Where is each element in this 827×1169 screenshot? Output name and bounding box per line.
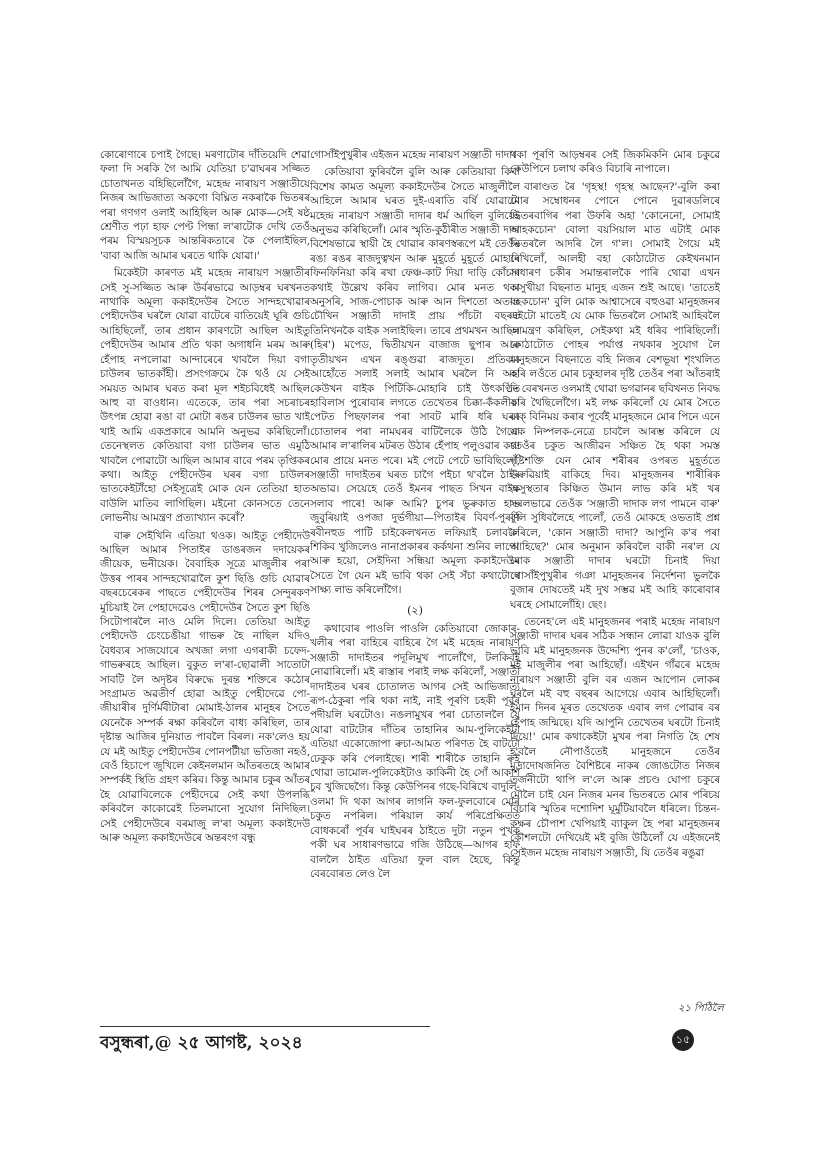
paragraph: বাৰু সেইখিনি এতিয়া থওক। আইতু পেহীদেউ আছিল আমাৰ পিতাইৰ ডাঙৰজন দদায়েকৰ জীয়েক, ভনীয়েক। বৈবাহিক সূত্ৰে মাজুলীৰ পৰা উত্তৰ পাৰৰ সান্দহখোৱালৈ কুশ ছিঙি গুচি যোৱাৰ বছৰচেৰেকৰ পাছতে পেহীদেউৰ শিৰৰ সেন্দুৰকণ মুচিয়াই লৈ পেহাদেৱেও পেহীদেউৰ সৈতে কুশ ছিঙি সিটোপাৰলৈ নাও মেলি দিলে। তেতিয়া আইতু পেহীদেউ চেংচেঙীয়া গাভৰু হৈ নাছিল যদিও বৈধব্যৰ সাজযোৰে অখজা লগা এগৰাকী চফেদ-গাভৰুৰহে আছিল। বুকুত ল'ৰা-ছোৱালী সাতোটা সাবটি লৈ অদৃষ্টৰ বিৰুদ্ধে দুৰন্ত শক্তিৰে কঠোৰ সংগ্ৰামত অৱতীৰ্ণ হোৱা আইতু পেহীদেৱে পো-জীয়াৰীৰ দুৰ্ণিৰ্মবীটাৰা মোমাই-ঠালৰ মানুহৰ সৈতে যেনেকৈ সম্পৰ্ক ৰক্ষা কৰিবলৈ বাধ্য কৰিছিল, তাৰ দৃষ্টান্ত আজিৰ দুনিয়াত পাবলৈ বিৰল। নক'লেও হয় যে মই আইতু পেহীদেউৰ পোনপটীয়া ভতিজা নহওঁ, বেওঁ হিচাপে জুখিলে কেইনলমান আঁতৰতহে আমাৰ সম্পৰ্কই স্থিতি গ্ৰহণ কৰিব। কিন্তু আমাৰ চকুৰ আঁতৰ হৈ যোৱাবিলেকে পেহীদেৱে সেই কথা উপলব্ধি কৰিবলৈ কাকোৱেই তিলমানো সুযোগ নিদিছিল। সেই পেহীদেউৰে বৰমাজু ল'ৰা অমূল্য ককাইদেউ আৰু অমূল্য ককাইদেউৰে অন্তৰংগ বন্ধু <box>100 529 310 845</box>
text-column-2 <box>310 148 520 1038</box>
continuation-note: ২১ পিঠিলৈ <box>678 1003 724 1014</box>
paragraph: তেনেহ'লে এই মানুহজনৰ পৰাই মহেন্দ্ৰ নাৰায়ণ সঞ্জাতী দাদাৰ ঘৰৰ সঠিক সন্ধান লোৱা যাওক বুলি ভাবি মই মানুহজনক উদ্দেশ্যি পুনৰ ক'লোঁ, 'চাওক, মই মাজুলীৰ পৰা আহিছোঁ। এইখন গাঁৱৰে মহেন্দ্ৰ নাৰায়ণ সঞ্জাতী বুলি বৰ এজন আপোন লোকৰ ঘৰলৈ মই বহু বছৰৰ আগেয়ে এবাৰ আহিছিলোঁ। ইমান দিনৰ মূৰত তেখেতক এবাৰ লগ পোৱাৰ বৰ হেঁপাহ জন্মিছে। যদি আপুনি তেখেতৰ ঘৰটো চিনাই দিয়ে!' মোৰ কথাকেইটা মুখৰ পৰা নিগতি হৈ শেষ হ'বলৈ নৌপাওঁতেই মানুহজনে তেওঁৰ মুদ্ৰাদোষজনিত বৈশিষ্টৰে নাকৰ জোঙটোত নিজৰ তৰ্জনীটো থাপি ল'লে আৰু প্ৰচণ্ড ঘোপা চকুৰে মৌলৈ চাই যেন নিজৰ মনৰ ভিতৰতে মোৰ পৰিচয় বিচাৰি স্মৃতিৰ দশোদিশ ঘূৰ্মুটিয়াবলৈ ধৰিলে। চিন্তন-কক্ষৰ চৌপাশ খেপিয়াই ব্যাকুল হৈ পৰা মানুহজনৰ কৌশলটো দেখিয়েই মই বুজি উঠিলোঁ যে এইজনেই সেইজন মহেন্দ্ৰ নাৰায়ণ সঞ্জাতী, যি তেওঁৰ ৰঙুৱা <box>510 616 720 859</box>
paragraph: কথাবোৰ পাওলি পাওলি কেতিয়াবো জোকাৰ-খলীৰ পৰা বাহিৰে বাহিৰে গৈ মই মহেন্দ্ৰ নাৰায়ণ সঞ্জাতী দাদাইতৰ পদূলিমুখ পালোঁগৈ, টলকিবই নোৱাৰিলোঁ। মই ৰাস্তাৰ পৰাই লক্ষ কৰিলোঁ, সঞ্জাতী দাদাইতৰ ঘৰৰ চোতালত আগৰ সেই আভিজাত্য ৰূপ-ঠেকুৰা পৰি থকা নাই, নাই পূৰণি চহকী পূৰ্বৰ পদীয়লি ঘৰটোও। নঙলামুখৰ পৰা চোতাললৈ যৈ যোৱা বাটটোৰ দাঁতিৰ তাহানিৰ আম-পুলিকেইটা এতিয়া একোজোপা ৰুচা-আমত পৰিণত হৈ বাটটো ঢেকুক কৰি পেলাইছে। শাৰী শাৰীকৈ তাহানি ৰুই থোৱা তামোল-পুলিকেইটাও কাকিনী হৈ সোঁ আকাশ চুব খুজিছেগৈ। কিন্তু কেউপিনৰ গছে-বিৰিখে বাদুলি-ওলমা দি থকা আগৰ লাগনি ফল-ফুলবোৰে মোৰ চকুত নপৰিল। পৰিয়াল কাৰ্য পৰিপ্ৰেক্ষিতত বোধকৰোঁ পূৰ্বৰ ঘাইঘৰৰ ঠাইতে দুটা নতুন পুখক পকী ঘৰ সাধাৰণভাৱে গজি উঠিছে—আগৰ হাফ বাললৈ ঠাইত এতিয়া ফুল বাল হৈছে, কিন্তু বেৰবোৰত লেও লৈ <box>310 623 520 880</box>
paragraph: থকা পূৰণি আড়ম্বৰৰ সেই জিকমিকনি মোৰ চকুৱে কেউপিনে চলাথ কৰিও বিচাৰি নাপালে। <box>510 149 720 176</box>
text-column-1 <box>100 148 310 1023</box>
footer-rule <box>100 1026 430 1027</box>
paragraph: মিকেইটা কাৰণত মই মহেন্দ্ৰ নাৰায়ণ সঞ্জাতীৰ সেই সু-সজ্জিত আৰু উৰ্বৰভাৱে আড়ম্বৰ ঘৰখনত নাথাকি অমূল্য ককাইদেউৰ সৈতে সান্দহখোৱাৰ পেহীদেউৰ ঘৰলৈ যোৱা বাটেৰে বাতিয়েই ঘূৰি গুচি আহিছিলোঁ, তাৰ প্ৰধান কাৰণটো আছিল আইতু পেহীদেউৰ আমাৰ প্ৰতি থকা অগাধনি মৰম আৰু হেঁপাহ নপলোৱা আন্দাৰেৰে খাবলৈ দিয়া বগা চাউলৰ ভাতকাঁহী। প্ৰসংগক্ৰমে কৈ থওঁ যে সেই সময়ত আমাৰ ঘৰত কৰা মূল শইচবিধেই আছিল আহু বা বাওধান। এতেকে, তাৰ পৰা সচৰাচৰ উৎপন্ন হোৱা ৰঙা বা মোটা ৰঙৰ চাউলৰ ভাত খাই খাই আমি একপ্ৰকাৰে আমনি অনুভৱ কৰিছিলোঁ। তেনেস্থলত কেতিয়াবা বগা চাউলৰ ভাত এমুঠি খাবলৈ পোৱাটো আছিল আমাৰ বাবে পৰম তৃপ্তিকৰ কথা। আইতু পেহীদেউৰ ঘৰৰ বগা চাউলৰ ভাতকেইটাঁহো সেইসূত্ৰেই মোক যেন তেতিয়া হাত বাউলি মাতিব লাগিছিল। মইনো কোনসতে তেনে লোভনীয় আমন্ত্ৰণ প্ৰত্যাখ্যান কৰোঁ? <box>100 267 310 525</box>
paragraph: কোৰোণাৰে চপাই গৈছে। মৰণাটোৰ দাঁতিয়েদি শেৱা ফলা দি সৰকি গৈ আমি যেতিয়া চ'ৱাঘৰৰ সজ্জিত চোতাখনত বহিছিলোঁগৈ, মহেন্দ্ৰ নাৰায়ণ সঞ্জাতীয়ে নিজৰ আভিজাত্য অকণো বিঘ্নিত নকৰাকৈ ভিতৰৰ পৰা গণগণ ওলাই আহিছিল আৰু মোক—সেই ষষ্ঠ শ্ৰেণীত পঢ়া হাফ পেণ্ট পিন্ধা ল'ৰাটোক দেখি তেওঁ পৰম বিস্ময়সূচক আন্তৰিকতাৰে কৈ পেলাইছিল, 'বাবা আজি আমাৰ ঘৰতে থাকি যোৱা।' <box>100 149 310 262</box>
page-number-badge: ১৫ <box>672 1029 694 1051</box>
section-heading: (২) <box>407 603 423 617</box>
footer-masthead: বসুন্ধৰা,@ ২৫ আগষ্ট, ২০২৪ <box>100 1033 303 1053</box>
paragraph: বাৰাণ্ডত ৰৈ 'গৃহস্থ! গৃহস্থ আছেন?'-বুলি কৰা মোৰ সম্বোধনৰ পোনে পোনে দুৱাৰডলিৰে ভিতৰবাগিৰ পৰা উফৰি অহা 'কোনেনো, সোমাই আহকচোন' বোলা বয়সিয়াল মাত এটাই মোক ভিতৰলৈ আদৰি লৈ গ'ল। সোমাই গৈয়ে মই দেখিলোঁ, আলহী বহা কোঠাটোত কেইখনমান সাধাৰণ চকীৰ সমান্তৰালকৈ পাৰি থোৱা এখন অসুখীয়া বিছনাত মানুহ এজন শুই আছে। 'তাতেই বহকচোন' বুলি মোক আশ্বাসেৰে বহুওৱা মানুহজনৰ এইটো মাতেই যে মোক ভিতৰলৈ সোমাই আহিবলৈ আমন্ত্ৰণ কৰিছিল, সেইকথা মই ধৰিব পাৰিছিলোঁ। কোঠাটোত পোহৰ পৰ্যাপ্ত নথকাৰ সুযোগ লৈ মানুহজনে বিছনাতে বহি নিজৰ বেশভূষা শৃংখলিত কৰি লওঁতে মোৰ চকুহালৰ দৃষ্টি তেওঁৰ পৰা আঁতৰাই দি বেৰখনত ওলমাই থোৱা ভগৱানৰ ছবিখনত নিবদ্ধ কৰি থৈছিলোঁগৈ। মই লক্ষ কৰিলোঁ যে মোৰ সৈতে বাক্ বিনিময় কৰাৰ পূৰ্বেই মানুহজনে মোৰ পিনে এনে এক নিষ্পলক-নেত্ৰে চাবলৈ আৰম্ভ কৰিলে যে তেওঁৰ চকুত আজীৱন সঞ্চিত হৈ থকা সমস্ত দৃষ্টিশক্তি যেন মোৰ শৰীৰৰ ওপৰত মুহূৰ্ততে উৰুৱিয়াই বাকিহে দিব। মানুহজনৰ শাৰীৰিক অসুস্থতাৰ কিঞ্চিত উমান লাভ কৰি মই খৰ সৰলভাৱে তেওঁক 'সঞ্জাতী দাদাক লগ পামনে বাৰু' বুলি সুধিবলৈহে পালোঁ, তেওঁ মোকহে ওভতাই প্ৰশ্ন কৰিলে, 'কোন সঞ্জাতী দাদা? আপুনি ক'ৰ পৰা আহিছে?' মোৰ অনুমান কৰিবলৈ বাকী নৰ'ল যে মোক সঞ্জাতী দাদাৰ ঘৰটো চিনাই দিয়া গোসাঁইপুখুৰীৰ গঞা মানুহজনৰ নিৰ্দেশনা ভুলকৈ বুজাৰ দোষতেই মই দুখ সম্ভৱ মই আহি কাৰোবাৰ ঘৰহে সোমালোঁহি। ছেং। <box>510 180 720 611</box>
paragraph: কেতিয়াবা ফুৰিবলৈ বুলি আৰু কেতিয়াবা কিবা বিশেষ কামত অমূল্য ককাইদেউৰ সৈতে মাজুলীলৈ আহিলে আমাৰ ঘৰত দুই-এৰাতি বৰ্ষি যোৱাটো মহেন্দ্ৰ নাৰায়ণ সঞ্জাতী দাদাৰ ধৰ্ম আছিল বুলিয়েই অনুভৱ কৰিছিলোঁ। মোৰ স্মৃতি-কুঠীৰীত সঞ্জাতী দাদা বিশেষভাৱে স্থায়ী হৈ থোৱাৰ কাৰণস্বৰূপে মই তেওঁৰ ৰঙা ৰঙৰ ৰাজদুত্বখন আৰু মুহূৰ্তে মুহূৰ্তে মোহাৰি ফিনফিনিয়া কৰি ৰখা ফেঞ্চ-কাট দিয়া দাড়ি কোঁচাৰ কথাই উল্লেখ কৰিব লাগিব। মোৰ মনত থকা অনুসৰি, সাজ-পোচাক আৰু আন দিশতো অতান্ত চৌখিন সঞ্জাতী দাদাই প্ৰায় পাঁচটা বছৰত তিনিখনকৈ বাইক সলাইছিল। তাৰে প্ৰথমখন আছিল (হিৰ') মপেড, দ্বিতীয়খন বাজাজ ছুপাৰ আৰু তৃতীয়খন এখন ৰঙ্গুৱা ৰাজদূত। প্ৰতিবাৰ আহোঁতে সলাই সলাই আমাৰ ঘৰলৈ নি অহা কেউখন বাইক পিটিকি-মোহাৰি চাই উৎকণ্ঠিত হাবিলাস পুৰোবাৰ লগতে তেখেতৰ চিক্কা-কঁকলীয়া পেটত পিছফালৰ পৰা সাবট মাৰি ধৰি ঘৰৰ চোতালৰ পৰা নামঘৰৰ বাটিলৈকে উঠি গৈয়ো আমাৰ ল'ৰালিৰ মটৰত উঠাৰ হেঁপাহ পলুওৱাৰ কথা মোৰ প্ৰায়ে মনত পৰে। মই পেটে পেটে ভাবিছিলোঁ, সঞ্জাতী দাদাইতৰ ঘৰত চাগৈ পইচা থ'বলৈ ঠাইৰ অভাৱ। সেয়েহে তেওঁ ইমনৰ পাছত সিখন বাইক সলাব পাৰে! আৰু আমি? চুপৰ ভুৰুকাত হাত জুবুৰিয়াই ওপজা দুৰ্ভগীয়া—পিতাইৰ বিবৰ্ণ-পুৰণি ৰবীনহুড পাটি চাইকেলখনত লফিয়াই চলাবলৈ শিকিব খুজিলেও নানাপ্ৰকাৰৰ কৰ্কথনা শুনিব লাগে! আৰু হয়ো, সেইদিনা সন্ধিয়া অমূল্য ককাইদেউৰ সৈতে গৈ যেন মই ভাবি থকা সেই সঁচা কথাটোৰে সাক্ষ্য লাভ কৰিলোঁগৈ। <box>310 166 520 597</box>
text-column-3 <box>510 148 720 1043</box>
paragraph: গোসাঁইপুখুৰীৰ এইজন মহেন্দ্ৰ নাৰায়ণ সঞ্জাতী দাদা। <box>310 149 516 161</box>
